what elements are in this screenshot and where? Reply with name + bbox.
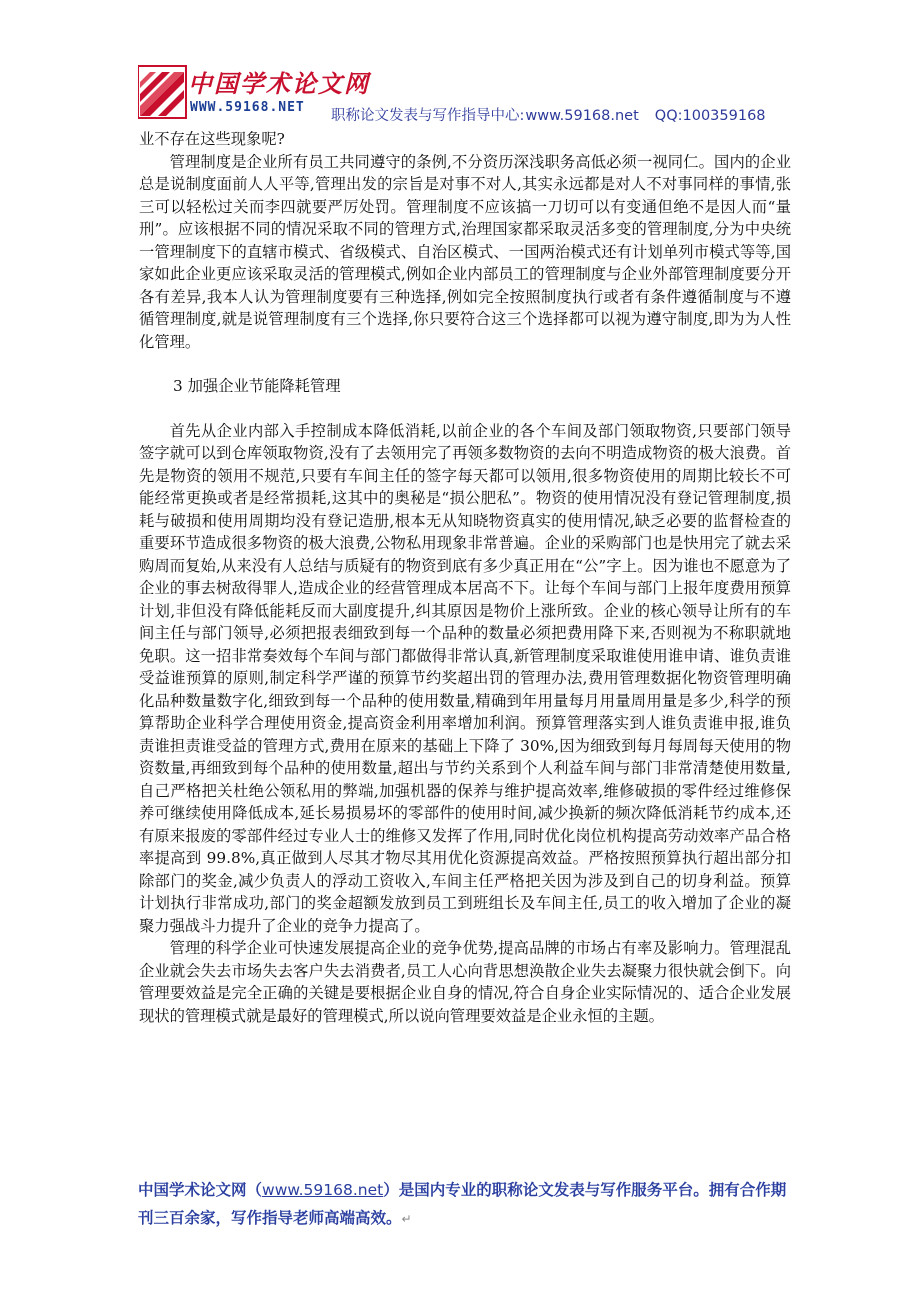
page-header [138,62,788,130]
paragraph-management-system: 管理制度是企业所有员工共同遵守的条例,不分资历深浅职务高低必须一视同仁。国内的企业总是说制度面前人人平等,管理出发的宗旨是对事不对人,其实永远都是对人不对事同样的事情,张三可以轻松过关而李四就要严厉处罚。管理制度不应该搞一刀切可以有变通但绝不是因人而“量刑”。应该根据不同的情况采取不同的管理方式,治理国家都采取灵活多变的管理制度,分为中央统一管理制度下的直辖市模式、省级模式、自治区模式、一国两治模式还有计划单列市模式等等,国家如此企业更应该采取灵活的管理模式,例如企业内部员工的管理制度与企业外部管理制度要分开各有差异,我本人认为管理制度要有三种选择,例如完全按照制度执行或者有条件遵循制度与不遵循管理制度,就是说管理制度有三个选择,你只要符合这三个选择都可以视为遵守制度,即为为人性化管理。 [139,152,791,351]
page-footer [138,1176,794,1233]
article-body [139,128,791,1027]
logo-title: 中国学术论文网 [188,70,370,98]
paragraph-conclusion: 管理的科学企业可快速发展提高企业的竞争优势,提高品牌的市场占有率及影响力。管理混乱企业就会失去市场失去客户失去消费者,员工人心向背思想涣散企业失去凝聚力很快就会倒下。向管理要效益是完全正确的关键是要根据企业自身的情况,符合自身企业实际情况的、适合企业发展现状的管理模式就是最好的管理模式,所以说向管理要效益是企业永恒的主题。 [139,939,791,1025]
logo-icon [138,62,188,120]
header-tagline-text: 职称论文发表与写作指导中心: [331,108,525,124]
section-heading: 3 加强企业节能降耗管理 [173,377,341,395]
header-qq: QQ:100359168 [654,108,766,124]
header-url-link[interactable]: www.59168.net [525,108,639,124]
header-tagline [331,104,766,125]
return-mark-icon: ↵ [401,1212,412,1226]
logo-url: WWW.59168.NET [190,100,305,115]
footer-prefix: 中国学术论文网（ [138,1181,263,1199]
paragraph-continuation: 业不存在这些现象呢? [139,130,285,148]
paragraph-energy-saving: 首先从企业内部入手控制成本降低消耗,以前企业的各个车间及部门领取物资,只要部门领导签字就可以到仓库领取物资,没有了去领用完了再领多数物资的去向不明造成物资的极大浪费。首先是物资的领用不规范,只要有车间主任的签字每天都可以领用,很多物资使用的周期比较长不可能经常更换或者是经常损耗,这其中的奥秘是“损公肥私”。物资的使用情况没有登记管理制度,损耗与破损和使用周期均没有登记造册,根本无从知晓物资真实的使用情况,缺乏必要的监督检查的重要环节造成很多物资的极大浪费,公物私用现象非常普遍。企业的采购部门也是快用完了就去采购周而复始,从来没有人总结与质疑有的物资到底有多少真正用在“公”字上。因为谁也不愿意为了企业的事去树敌得罪人,造成企业的经营管理成本居高不下。让每个车间与部门上报年度费用预算计划,非但没有降低能耗反而大副度提升,纠其原因是物价上涨所致。企业的核心领导让所有的车间主任与部门领导,必须把报表细致到每一个品种的数量必须把费用降下来,否则视为不称职就地免职。这一招非常奏效每个车间与部门都做得非常认真,新管理制度采取谁使用谁申请、谁负责谁受益谁预算的原则,制定科学严谨的预算节约奖超出罚的管理办法,费用管理数据化物资管理明确化品种数量数字化,细致到每一个品种的使用数量,精确到年用量每月用量周用量是多少,科学的预算帮助企业科学合理使用资金,提高资金利用率增加利润。预算管理落实到人谁负责谁申报,谁负责谁担责谁受益的管理方式,费用在原来的基础上下降了 30%,因为细致到每月每周每天使用的物资数量,再细致到每个品种的使用数量,超出与节约关系到个人利益车间与部门非常清楚使用数量,自己严格把关杜绝公领私用的弊端,加强机器的保养与维护提高效率,维修破损的零件经过维修保养可继续使用降低成本,延长易损易坏的零部件的使用时间,减少换新的频次降低消耗节约成本,还有原来报废的零部件经过专业人士的维修又发挥了作用,同时优化岗位机构提高劳动效率产品合格率提高到 99.8%,真正做到人尽其才物尽其用优化资源提高效益。严格按照预算执行超出部分扣除部门的奖金,减少负责人的浮动工资收入,车间主任严格把关因为涉及到自己的切身利益。预算计划执行非常成功,部门的奖金超额发放到员工到班组长及车间主任,员工的收入增加了企业的凝聚力强战斗力提升了企业的竞争力提高了。 [139,421,791,935]
footer-link[interactable]: www.59168.net [262,1181,384,1199]
footer-suffix: ）是国内专业的职称论文发表与写作服务平台。拥有合作期刊三百余家，写作指导老师高端高效。 [138,1181,787,1227]
